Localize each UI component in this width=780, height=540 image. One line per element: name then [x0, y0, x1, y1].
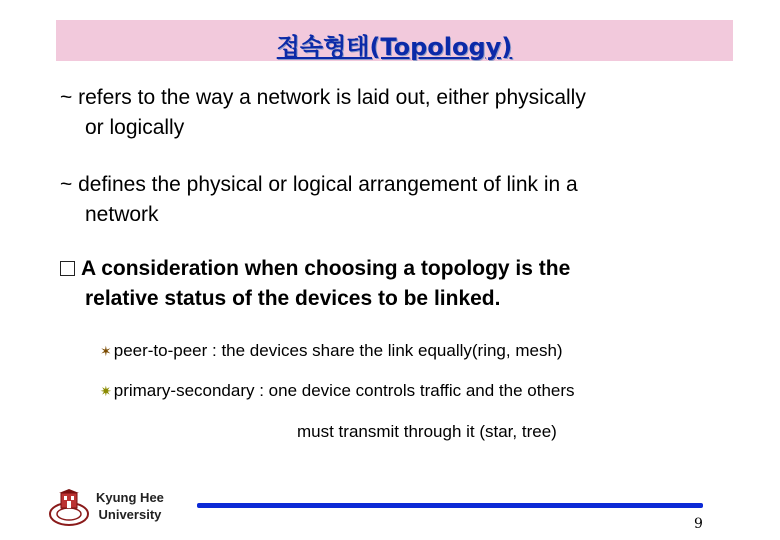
- university-name-line: University: [98, 507, 162, 522]
- paragraph-definition-1: [60, 83, 586, 143]
- paragraph-definition-2: [60, 170, 578, 230]
- footer-divider: [197, 503, 703, 508]
- star-bullet-icon: ✶: [100, 343, 112, 359]
- university-name-line: Kyung Hee: [96, 490, 164, 505]
- checkbox-bullet-icon: [60, 261, 75, 276]
- university-name: [96, 489, 164, 523]
- paragraph-consideration: [60, 254, 570, 314]
- page-number: 9: [694, 516, 703, 532]
- bullet-continuation: must transmit through it (star, tree): [297, 422, 557, 441]
- paragraph-line: A consideration when choosing a topology is the: [81, 257, 571, 280]
- slide-title: 접속형태(Topology): [276, 33, 513, 61]
- paragraph-line: relative status of the devices to be linked.: [85, 287, 501, 310]
- paragraph-line: or logically: [85, 116, 185, 139]
- star-bullet-icon: ✷: [100, 383, 112, 399]
- paragraph-line: ~ refers to the way a network is laid out, either physically: [60, 86, 586, 109]
- paragraph-line: ~ defines the physical or logical arrangement of link in a: [60, 173, 578, 196]
- bullet-text: primary-secondary : one device controls traffic and the others: [113, 381, 575, 400]
- bullet-primary-secondary: [100, 380, 575, 402]
- paragraph-line: network: [85, 203, 159, 226]
- university-seal-icon: [48, 489, 90, 527]
- title-bar: [56, 20, 733, 61]
- bullet-peer-to-peer: [100, 340, 563, 362]
- bullet-text: peer-to-peer : the devices share the link equally(ring, mesh): [113, 341, 563, 360]
